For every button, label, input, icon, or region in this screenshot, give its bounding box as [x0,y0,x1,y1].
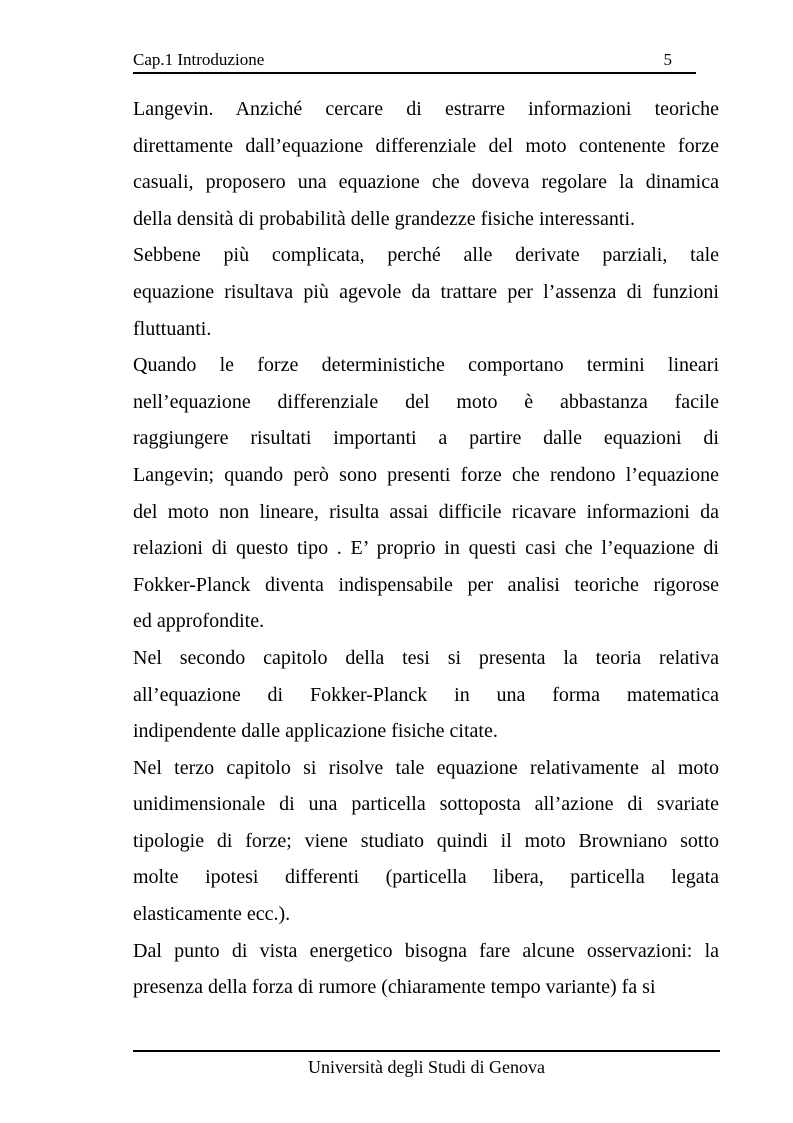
text-line: ed approfondite. [133,610,265,633]
page-number: 5 [663,50,672,69]
paragraph [133,933,719,1006]
text-line: equazione risultava più agevole da trattare per l’assenza di funzioni [133,280,719,303]
text-line: Quando le forze deterministiche comportano termini lineari [133,354,719,377]
text-line: della densità di probabilità delle grandezze fisiche interessanti. [133,207,636,230]
text-line: tipologie di forze; viene studiato quindi il moto Browniano sotto [133,829,719,852]
text-line: casuali, proposero una equazione che doveva regolare la dinamica [133,171,719,194]
text-line: Fokker-Planck diventa indispensabile per analisi teoriche rigorose [133,573,719,596]
text-line: raggiungere risultati importanti a partire dalle equazioni di [133,427,719,450]
paragraph [133,640,719,750]
text-line: all’equazione di Fokker-Planck in una forma matematica [133,683,719,706]
text-line: unidimensionale di una particella sottoposta all’azione di svariate [133,793,719,816]
text-line: fluttuanti. [133,317,212,340]
text-line: indipendente dalle applicazione fisiche citate. [133,720,498,743]
text-line: del moto non lineare, risulta assai difficile ricavare informazioni da [133,500,719,523]
text-line: Nel secondo capitolo della tesi si presenta la teoria relativa [133,646,719,669]
page-header [133,48,696,74]
text-line: Nel terzo capitolo si risolve tale equazione relativamente al moto [133,756,719,779]
text-line: nell’equazione differenziale del moto è abbastanza facile [133,390,719,413]
text-line: relazioni di questo tipo . E’ proprio in questi casi che l’equazione di [133,537,719,560]
footer-rule [133,1050,720,1052]
text-line: Sebbene più complicata, perché alle derivate parziali, tale [133,244,719,267]
text-line: Langevin; quando però sono presenti forze che rendono l’equazione [133,463,719,486]
paragraph [133,347,719,640]
text-line: Dal punto di vista energetico bisogna fare alcune osservazioni: la [133,939,719,962]
body-text [133,91,719,1006]
text-line: Langevin. Anziché cercare di estrarre informazioni teoriche [133,98,719,120]
text-line: direttamente dall’equazione differenziale del moto contenente forze [133,134,719,157]
text-line: elasticamente ecc.). [133,903,291,926]
text-line: molte ipotesi differenti (particella libera, particella legata [133,866,719,889]
paragraph [133,750,719,933]
text-line: presenza della forza di rumore (chiaramente tempo variante) fa si [133,976,656,999]
paragraph [133,91,719,237]
paragraph [133,237,719,347]
footer-university: Università degli Studi di Genova [308,1057,545,1077]
chapter-title: Cap.1 Introduzione [133,50,265,69]
